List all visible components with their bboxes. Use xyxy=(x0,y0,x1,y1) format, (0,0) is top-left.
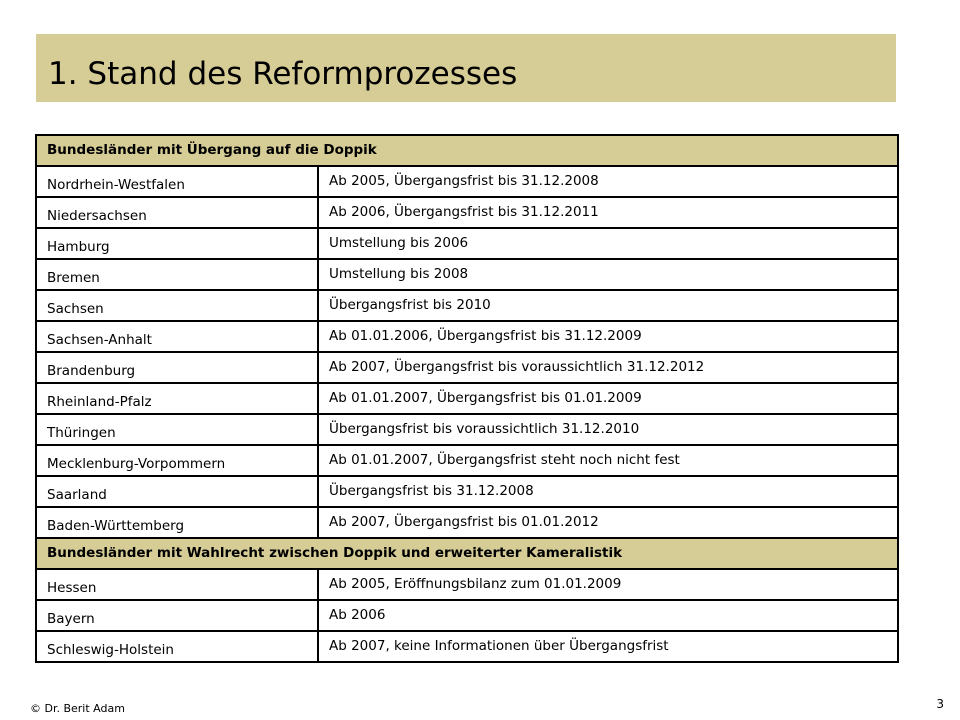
transition-info-cell: Ab 2006, Übergangsfrist bis 31.12.2011 xyxy=(318,197,898,228)
transition-info-cell: Ab 2006 xyxy=(318,600,898,631)
table-row xyxy=(36,197,898,228)
table-row xyxy=(36,290,898,321)
table-row xyxy=(36,569,898,600)
section-heading: Bundesländer mit Übergang auf die Doppik xyxy=(36,135,898,166)
state-name-cell: Mecklenburg-Vorpommern xyxy=(36,445,318,476)
title-bar xyxy=(36,34,896,102)
state-name-cell: Thüringen xyxy=(36,414,318,445)
states-table xyxy=(35,134,899,663)
table-row xyxy=(36,631,898,662)
state-name-cell: Niedersachsen xyxy=(36,197,318,228)
table-row xyxy=(36,507,898,538)
transition-info-cell: Ab 2005, Übergangsfrist bis 31.12.2008 xyxy=(318,166,898,197)
state-name-cell: Baden-Württemberg xyxy=(36,507,318,538)
table-row xyxy=(36,445,898,476)
state-name-cell: Rheinland-Pfalz xyxy=(36,383,318,414)
state-name-cell: Bremen xyxy=(36,259,318,290)
table-row xyxy=(36,476,898,507)
table-row xyxy=(36,352,898,383)
transition-info-cell: Ab 2007, Übergangsfrist bis 01.01.2012 xyxy=(318,507,898,538)
transition-info-cell: Ab 01.01.2007, Übergangsfrist bis 01.01.2009 xyxy=(318,383,898,414)
transition-info-cell: Ab 2005, Eröffnungsbilanz zum 01.01.2009 xyxy=(318,569,898,600)
transition-info-cell: Umstellung bis 2008 xyxy=(318,259,898,290)
state-name-cell: Sachsen-Anhalt xyxy=(36,321,318,352)
table-row xyxy=(36,600,898,631)
transition-info-cell: Ab 01.01.2007, Übergangsfrist steht noch nicht fest xyxy=(318,445,898,476)
section-header-row xyxy=(36,135,898,166)
page-number: 3 xyxy=(936,697,944,711)
table-row xyxy=(36,228,898,259)
table-row xyxy=(36,383,898,414)
state-name-cell: Hamburg xyxy=(36,228,318,259)
state-name-cell: Bayern xyxy=(36,600,318,631)
state-name-cell: Brandenburg xyxy=(36,352,318,383)
transition-info-cell: Übergangsfrist bis 31.12.2008 xyxy=(318,476,898,507)
state-name-cell: Hessen xyxy=(36,569,318,600)
transition-info-cell: Ab 01.01.2006, Übergangsfrist bis 31.12.2009 xyxy=(318,321,898,352)
transition-info-cell: Ab 2007, Übergangsfrist bis voraussichtlich 31.12.2012 xyxy=(318,352,898,383)
state-name-cell: Saarland xyxy=(36,476,318,507)
state-name-cell: Sachsen xyxy=(36,290,318,321)
page-title: 1. Stand des Reformprozesses xyxy=(48,56,518,92)
states-table-body xyxy=(36,135,898,662)
table-row xyxy=(36,321,898,352)
state-name-cell: Schleswig-Holstein xyxy=(36,631,318,662)
table-row xyxy=(36,414,898,445)
table-row xyxy=(36,166,898,197)
transition-info-cell: Umstellung bis 2006 xyxy=(318,228,898,259)
transition-info-cell: Ab 2007, keine Informationen über Übergangsfrist xyxy=(318,631,898,662)
table-row xyxy=(36,259,898,290)
state-name-cell: Nordrhein-Westfalen xyxy=(36,166,318,197)
copyright-footer: © Dr. Berit Adam xyxy=(30,702,125,715)
transition-info-cell: Übergangsfrist bis voraussichtlich 31.12.2010 xyxy=(318,414,898,445)
section-header-row xyxy=(36,538,898,569)
transition-info-cell: Übergangsfrist bis 2010 xyxy=(318,290,898,321)
section-heading: Bundesländer mit Wahlrecht zwischen Doppik und erweiterter Kameralistik xyxy=(36,538,898,569)
